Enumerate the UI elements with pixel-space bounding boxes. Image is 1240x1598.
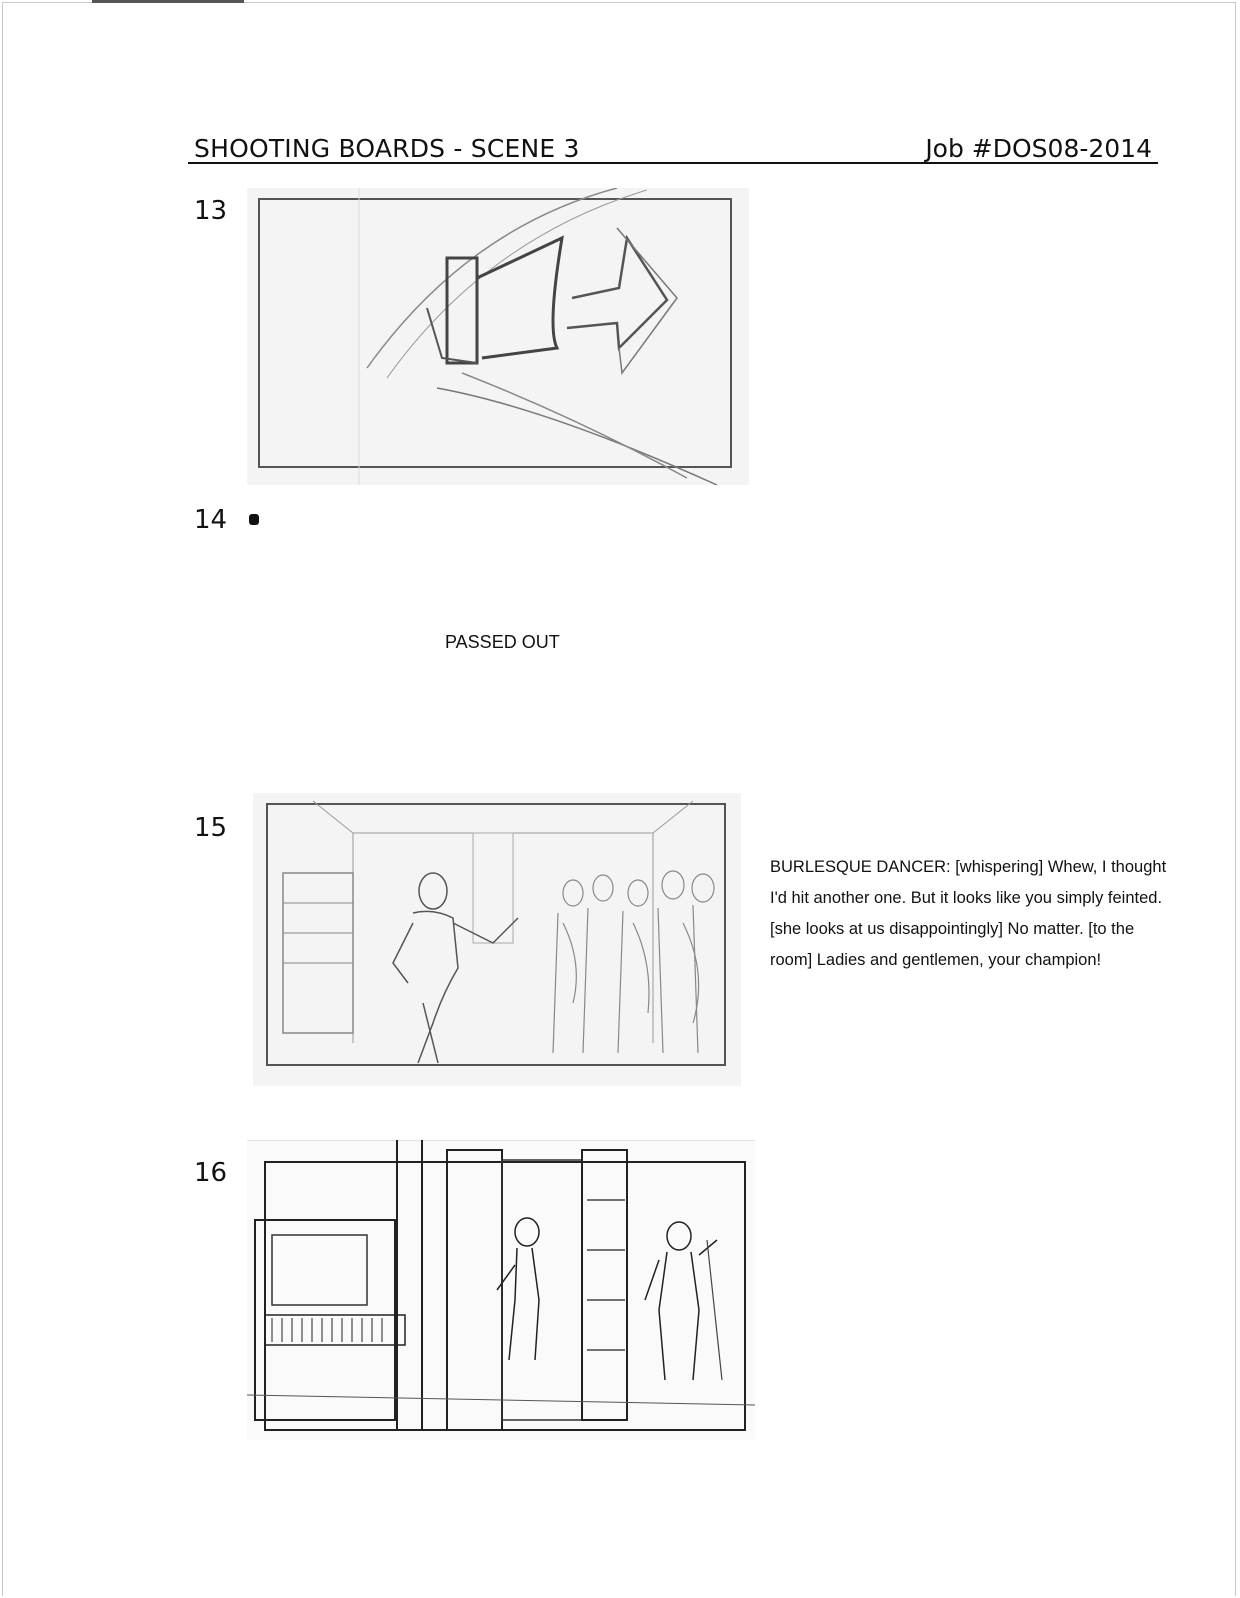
panel-14-note: PASSED OUT xyxy=(445,632,560,652)
arrow-whoosh-drawing xyxy=(247,188,749,485)
panel-number-13: 13 xyxy=(194,196,228,226)
panel-number-15: 15 xyxy=(194,813,228,843)
panel-15-dialogue: BURLESQUE DANCER: [whispering] Whew, I thought I'd hit another one. But it looks like you simply feinted. [she looks at us disappointingly] No matter. [to the room] Ladies and gentlemen, your champion! xyxy=(770,858,1167,969)
job-number: Job #DOS08-2014 xyxy=(925,134,1152,163)
page-title: SHOOTING BOARDS - SCENE 3 xyxy=(194,134,580,163)
page-header xyxy=(188,132,1158,164)
panel-13-sketch xyxy=(247,188,749,485)
panel-number-16: 16 xyxy=(194,1158,228,1188)
bullet-marker xyxy=(249,514,259,525)
piano-doorway-drawing xyxy=(247,1140,755,1440)
panel-16-sketch xyxy=(247,1140,755,1440)
page-tab-mark xyxy=(92,0,244,3)
panel-number-14: 14 xyxy=(194,505,228,535)
burlesque-dancer-room-drawing xyxy=(253,793,741,1086)
panel-15-sketch xyxy=(253,793,741,1086)
